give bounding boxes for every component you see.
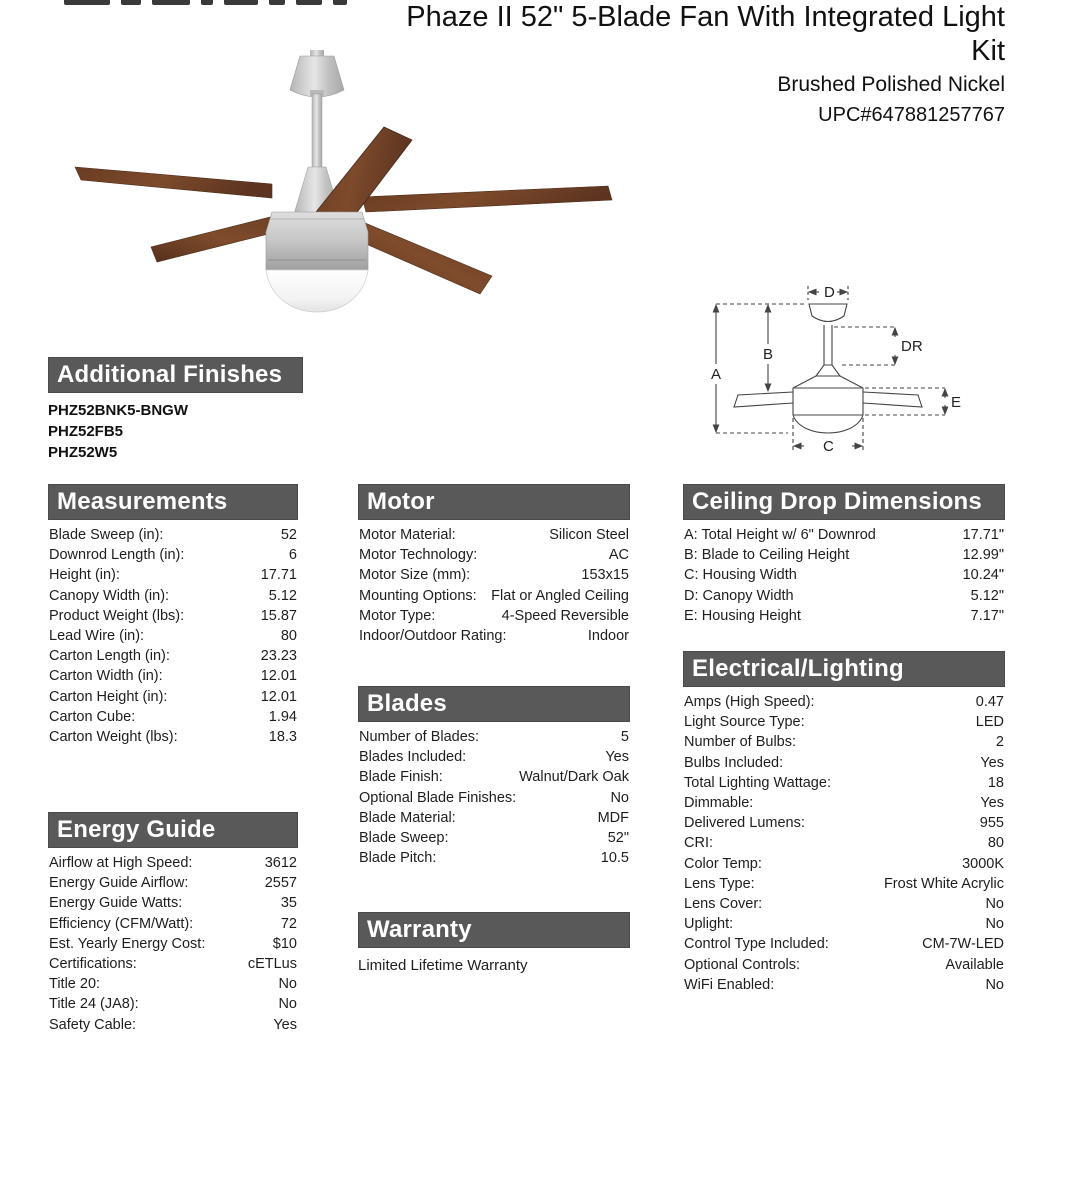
spec-value: Yes: [980, 795, 1004, 812]
spec-value: 10.5: [600, 850, 629, 867]
electrical-lighting-rows: [683, 687, 1005, 995]
diagram-label-d: D: [824, 284, 835, 301]
finish-sku: PHZ52BNK5-BNGW: [48, 402, 189, 419]
spec-row: [48, 707, 298, 727]
product-upc: UPC#647881257767: [818, 104, 1005, 126]
spec-row: [683, 793, 1005, 813]
spec-value: 80: [280, 628, 297, 645]
spec-row: [48, 626, 298, 646]
spec-value: $10: [272, 935, 297, 952]
spec-value: 17.71": [962, 527, 1004, 543]
ceiling-drop-diagram: [688, 270, 978, 475]
spec-label: Uplight:: [684, 916, 734, 933]
spec-row: [683, 525, 1005, 545]
section-ceiling-drop: [683, 484, 1005, 626]
spec-label: C: Housing Width: [684, 567, 797, 584]
spec-row: [48, 994, 298, 1014]
spec-row: [683, 854, 1005, 874]
spec-row: [358, 747, 630, 767]
spec-label: Amps (High Speed):: [684, 694, 815, 710]
spec-value: Yes: [605, 749, 629, 766]
spec-value: No: [278, 996, 297, 1013]
warranty-header: Warranty: [358, 912, 630, 948]
spec-label: Efficiency (CFM/Watt):: [49, 915, 194, 932]
spec-row: [358, 586, 630, 606]
diagram-label-e: E: [951, 394, 962, 411]
fan-product-image: [60, 42, 680, 342]
spec-value: No: [278, 976, 297, 993]
measurements-header: Measurements: [48, 484, 298, 520]
spec-label: Title 24 (JA8):: [49, 996, 139, 1013]
spec-row: [683, 833, 1005, 853]
spec-label: Blade Material:: [359, 809, 456, 826]
spec-row: [48, 586, 298, 606]
clipped-logo-text: [64, 0, 347, 6]
spec-value: cETLus: [247, 956, 297, 973]
spec-label: Safety Cable:: [49, 1016, 137, 1033]
spec-label: Light Source Type:: [684, 714, 805, 731]
product-title: Phaze II 52" 5-Blade Fan With Integrated Light Kit: [406, 1, 1005, 67]
spec-value: 18: [987, 774, 1004, 791]
finish-sku: PHZ52FB5: [48, 423, 124, 440]
spec-label: WiFi Enabled:: [684, 976, 775, 993]
spec-value: 2: [995, 734, 1004, 751]
spec-value: 12.01: [260, 668, 297, 685]
spec-value: Yes: [273, 1016, 297, 1033]
spec-label: Height (in):: [49, 567, 120, 584]
fan-blade-left: [75, 167, 272, 198]
electrical-lighting-header: Electrical/Lighting: [683, 651, 1005, 687]
spec-value: 52: [280, 527, 297, 543]
spec-value: AC: [608, 547, 629, 564]
spec-value: Indoor: [587, 628, 629, 645]
section-warranty: [358, 912, 630, 976]
spec-label: Downrod Length (in):: [49, 547, 185, 564]
spec-row: [48, 954, 298, 974]
spec-label: Optional Controls:: [684, 956, 801, 973]
spec-label: Bulbs Included:: [684, 754, 784, 771]
diagram-label-c: C: [823, 438, 834, 455]
spec-value: 12.99": [962, 547, 1004, 564]
spec-label: Canopy Width (in):: [49, 587, 170, 604]
spec-row: [48, 606, 298, 626]
spec-label: Energy Guide Watts:: [49, 895, 183, 912]
product-finish: Brushed Polished Nickel: [777, 73, 1005, 96]
spec-label: Carton Height (in):: [49, 688, 168, 705]
spec-row: [48, 934, 298, 954]
fan-blade-right: [362, 186, 612, 212]
spec-value: No: [985, 916, 1004, 933]
spec-row: [48, 545, 298, 565]
diagram-label-b: B: [763, 346, 774, 363]
blades-rows: [358, 722, 630, 868]
spec-label: Carton Width (in):: [49, 668, 163, 685]
spec-label: Number of Bulbs:: [684, 734, 797, 751]
spec-row: [48, 565, 298, 585]
spec-label: Blade Finish:: [359, 769, 443, 786]
blades-header: Blades: [358, 686, 630, 722]
diagram-label-a: A: [711, 366, 722, 383]
spec-label: Carton Weight (lbs):: [49, 729, 178, 746]
spec-value: 3000K: [962, 855, 1004, 872]
spec-row: [683, 773, 1005, 793]
spec-label: A: Total Height w/ 6" Downrod: [684, 527, 876, 543]
spec-row: [358, 788, 630, 808]
spec-value: Frost White Acrylic: [883, 875, 1004, 892]
section-blades: [358, 686, 630, 868]
motor-rows: [358, 520, 630, 646]
spec-label: Lens Cover:: [684, 896, 763, 913]
spec-label: Indoor/Outdoor Rating:: [359, 628, 507, 645]
spec-value: 5.12": [970, 587, 1004, 604]
spec-row: [48, 727, 298, 747]
spec-value: 0.47: [975, 694, 1004, 710]
spec-value: 1.94: [268, 708, 297, 725]
spec-value: 3612: [264, 855, 297, 871]
spec-row: [358, 606, 630, 626]
spec-label: Blade Sweep (in):: [49, 527, 164, 543]
spec-row: [683, 894, 1005, 914]
section-measurements: [48, 484, 298, 747]
spec-row: [683, 606, 1005, 626]
spec-label: Motor Type:: [359, 607, 436, 624]
spec-row: [358, 626, 630, 646]
spec-row: [683, 712, 1005, 732]
spec-label: Motor Technology:: [359, 547, 478, 564]
spec-value: 17.71: [260, 567, 297, 584]
spec-row: [683, 914, 1005, 934]
spec-value: 12.01: [260, 688, 297, 705]
additional-finishes-header: Additional Finishes: [48, 357, 303, 393]
section-electrical-lighting: [683, 651, 1005, 995]
spec-row: [683, 586, 1005, 606]
spec-value: 153x15: [581, 567, 629, 584]
spec-value: Flat or Angled Ceiling: [491, 587, 629, 604]
spec-row: [48, 525, 298, 545]
spec-label: B: Blade to Ceiling Height: [684, 547, 850, 564]
spec-label: Blade Pitch:: [359, 850, 437, 867]
spec-label: Lens Type:: [684, 875, 755, 892]
spec-label: D: Canopy Width: [684, 587, 794, 604]
spec-value: 2557: [264, 875, 297, 892]
spec-row: [358, 828, 630, 848]
ceiling-drop-header: Ceiling Drop Dimensions: [683, 484, 1005, 520]
spec-label: Color Temp:: [684, 855, 762, 872]
spec-label: Motor Material:: [359, 527, 456, 543]
spec-label: Optional Blade Finishes:: [359, 789, 517, 806]
spec-value: 15.87: [260, 607, 297, 624]
spec-value: 80: [987, 835, 1004, 852]
spec-row: [358, 808, 630, 828]
spec-label: Certifications:: [49, 956, 137, 973]
section-additional-finishes: [48, 357, 303, 463]
spec-value: Available: [945, 956, 1004, 973]
spec-label: Lead Wire (in):: [49, 628, 145, 645]
spec-label: Carton Cube:: [49, 708, 136, 725]
spec-label: Dimmable:: [684, 795, 754, 812]
spec-row: [683, 545, 1005, 565]
spec-row: [48, 687, 298, 707]
spec-label: Delivered Lumens:: [684, 815, 805, 832]
section-energy-guide: [48, 812, 298, 1035]
fan-blade-lower-right: [350, 220, 492, 294]
spec-row: [683, 975, 1005, 995]
spec-value: Walnut/Dark Oak: [519, 769, 629, 786]
spec-value: 52": [607, 830, 629, 847]
spec-row: [358, 545, 630, 565]
spec-value: 7.17": [970, 607, 1004, 624]
spec-value: 35: [280, 895, 297, 912]
spec-row: [48, 893, 298, 913]
spec-row: [358, 525, 630, 545]
spec-label: Est. Yearly Energy Cost:: [49, 935, 206, 952]
spec-label: Carton Length (in):: [49, 648, 170, 665]
spec-label: E: Housing Height: [684, 607, 801, 624]
diagram-label-dr: DR: [901, 338, 923, 355]
spec-value: 6: [288, 547, 297, 564]
spec-row: [683, 565, 1005, 585]
spec-value: No: [985, 896, 1004, 913]
spec-value: 10.24": [962, 567, 1004, 584]
fan-motor-housing: [266, 212, 368, 270]
spec-label: Number of Blades:: [359, 729, 480, 745]
section-motor: [358, 484, 630, 646]
spec-row: [683, 692, 1005, 712]
energy-guide-rows: [48, 848, 298, 1035]
spec-label: Product Weight (lbs):: [49, 607, 185, 624]
spec-row: [48, 1015, 298, 1035]
spec-row: [48, 666, 298, 686]
fan-downrod: [312, 94, 322, 168]
spec-value: 23.23: [260, 648, 297, 665]
spec-row: [358, 848, 630, 868]
spec-value: MDF: [597, 809, 629, 826]
spec-row: [48, 873, 298, 893]
spec-label: Airflow at High Speed:: [49, 855, 193, 871]
spec-value: No: [610, 789, 629, 806]
spec-label: Control Type Included:: [684, 936, 829, 953]
spec-label: Motor Size (mm):: [359, 567, 471, 584]
spec-row: [683, 955, 1005, 975]
spec-row: [683, 874, 1005, 894]
spec-row: [48, 914, 298, 934]
spec-value: LED: [975, 714, 1004, 731]
spec-value: 5: [620, 729, 629, 745]
ceiling-drop-rows: [683, 520, 1005, 626]
spec-row: [48, 646, 298, 666]
spec-label: CRI:: [684, 835, 713, 852]
spec-value: 5.12: [268, 587, 297, 604]
spec-label: Total Lighting Wattage:: [684, 774, 831, 791]
spec-row: [48, 974, 298, 994]
spec-value: Silicon Steel: [549, 527, 629, 543]
additional-finishes-list: [48, 393, 303, 463]
spec-value: 72: [280, 915, 297, 932]
spec-label: Blade Sweep:: [359, 830, 449, 847]
spec-value: 18.3: [268, 729, 297, 746]
spec-row: [358, 767, 630, 787]
spec-value: Yes: [980, 754, 1004, 771]
spec-row: [683, 813, 1005, 833]
spec-value: CM-7W-LED: [922, 936, 1004, 953]
spec-label: Mounting Options:: [359, 587, 477, 604]
spec-row: [358, 565, 630, 585]
spec-value: 955: [979, 815, 1004, 832]
spec-row: [683, 732, 1005, 752]
spec-value: 4-Speed Reversible: [501, 607, 629, 624]
fan-light-dome: [266, 270, 368, 312]
measurements-rows: [48, 520, 298, 747]
spec-row: [683, 934, 1005, 954]
motor-header: Motor: [358, 484, 630, 520]
spec-label: Title 20:: [49, 976, 101, 993]
energy-guide-header: Energy Guide: [48, 812, 298, 848]
spec-value: No: [985, 976, 1004, 993]
finish-sku: PHZ52W5: [48, 444, 118, 461]
spec-row: [683, 753, 1005, 773]
spec-label: Blades Included:: [359, 749, 467, 766]
warranty-text: Limited Lifetime Warranty: [358, 957, 528, 974]
spec-row: [48, 853, 298, 873]
spec-label: Energy Guide Airflow:: [49, 875, 189, 892]
spec-row: [358, 727, 630, 747]
